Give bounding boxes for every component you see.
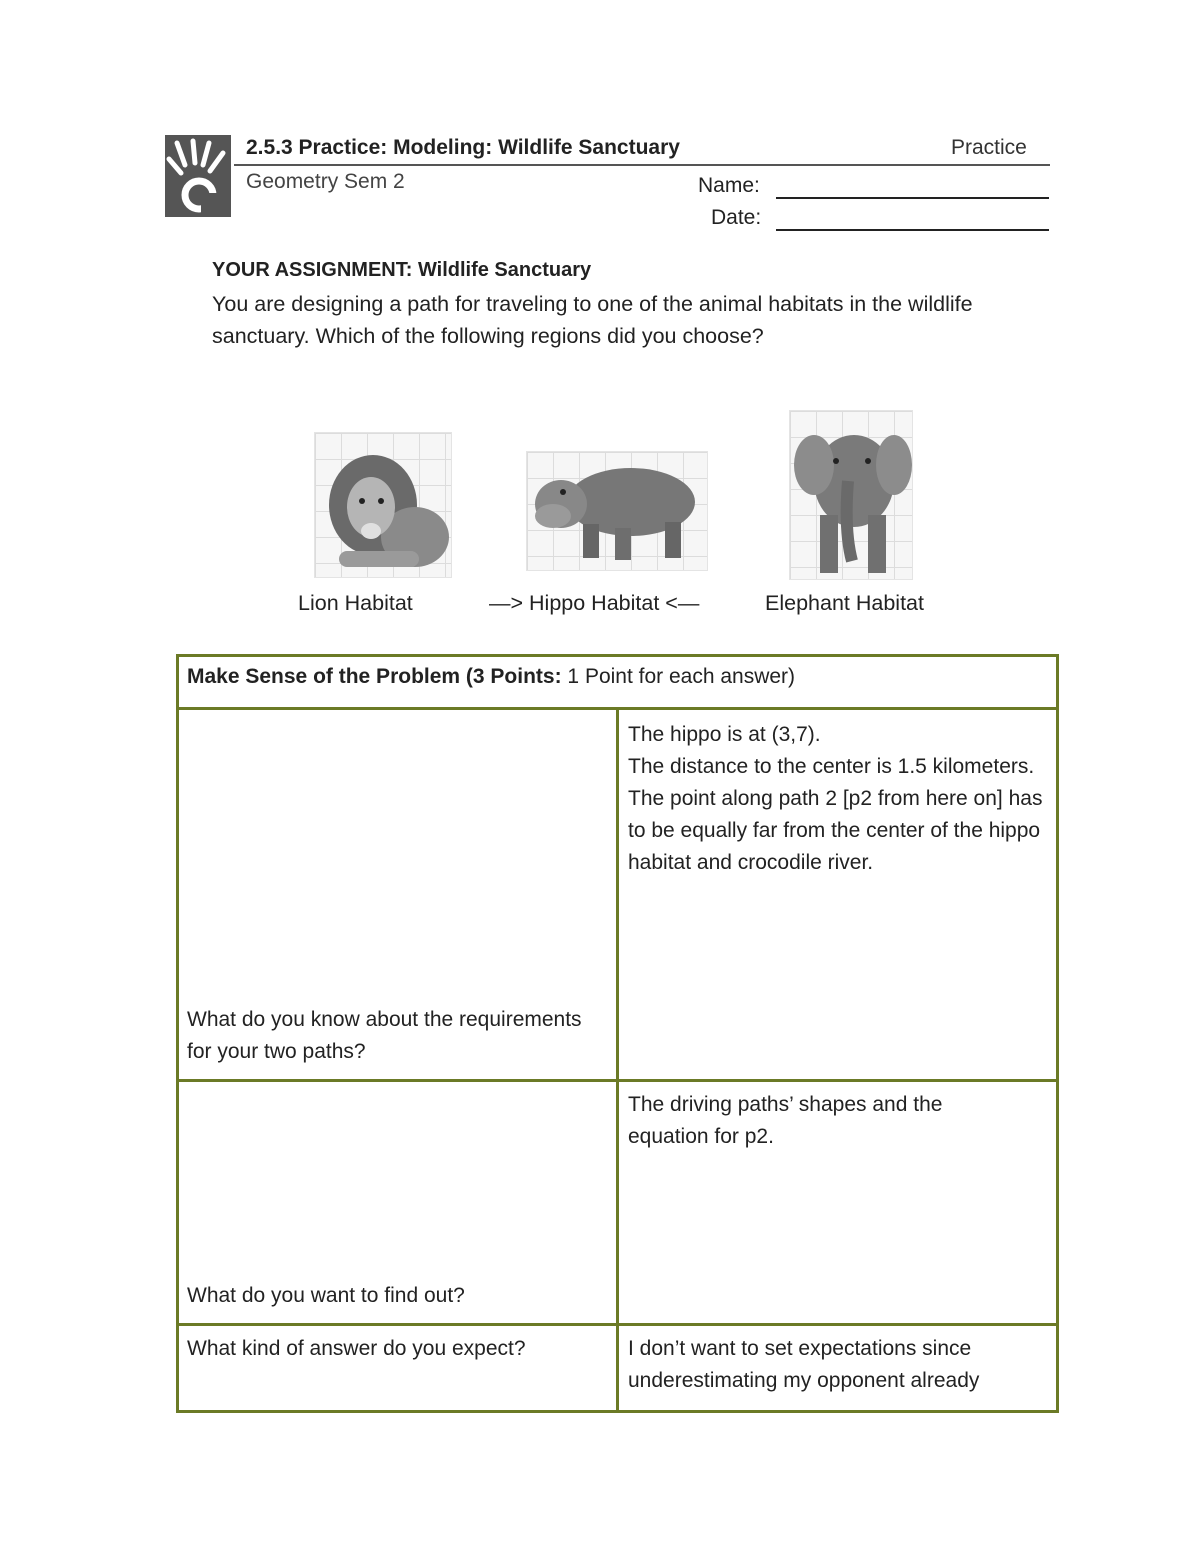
document-type-label: Practice: [951, 136, 1027, 159]
name-label: Name:: [698, 174, 760, 197]
answer-line: The hippo is at (3,7).: [628, 723, 821, 746]
answer-line: I don’t want to set expectations since underestimating my opponent already: [628, 1337, 980, 1392]
answer-expectation[interactable]: [628, 1333, 1048, 1397]
page-title: 2.5.3 Practice: Modeling: Wildlife Sanctuary: [246, 136, 680, 159]
question-expectation: What kind of answer do you expect?: [187, 1337, 526, 1360]
course-name: Geometry Sem 2: [246, 170, 405, 193]
answer-line: The point along path 2 [p2 from here on] has to be equally far from the center of the hippo habitat and crocodile river.: [628, 787, 1043, 874]
date-label: Date:: [711, 206, 762, 229]
answer-line: The distance to the center is 1.5 kilometers.: [628, 755, 1035, 778]
assignment-heading: YOUR ASSIGNMENT: Wildlife Sanctuary: [212, 259, 592, 281]
answer-requirements[interactable]: [628, 719, 1048, 879]
elephant-habitat-caption: Elephant Habitat: [765, 591, 924, 615]
name-field[interactable]: [776, 197, 1049, 199]
elephant-photo: [789, 410, 913, 580]
table-heading-bold: Make Sense of the Problem (3 Points:: [187, 665, 562, 688]
header-rule: [234, 164, 1050, 166]
hippo-habitat-caption: —> Hippo Habitat <—: [489, 591, 700, 615]
lion-habitat-caption: Lion Habitat: [298, 591, 413, 615]
date-field[interactable]: [776, 229, 1049, 231]
question-find-out: What do you want to find out?: [187, 1284, 465, 1307]
hippo-photo: [526, 451, 708, 571]
answer-find-out[interactable]: [628, 1089, 1028, 1153]
assignment-prompt: You are designing a path for traveling to one of the animal habitats in the wildlife sanctuary. Which of the following regions did you choose?: [212, 292, 973, 348]
answer-line: The driving paths’ shapes and the equation for p2.: [628, 1093, 943, 1148]
table-heading-rest: 1 Point for each answer): [561, 665, 796, 688]
table-heading: [187, 665, 795, 689]
publisher-logo: [165, 135, 231, 217]
lion-photo: [314, 432, 452, 578]
question-requirements: What do you know about the requirements for your two paths?: [187, 1008, 582, 1063]
